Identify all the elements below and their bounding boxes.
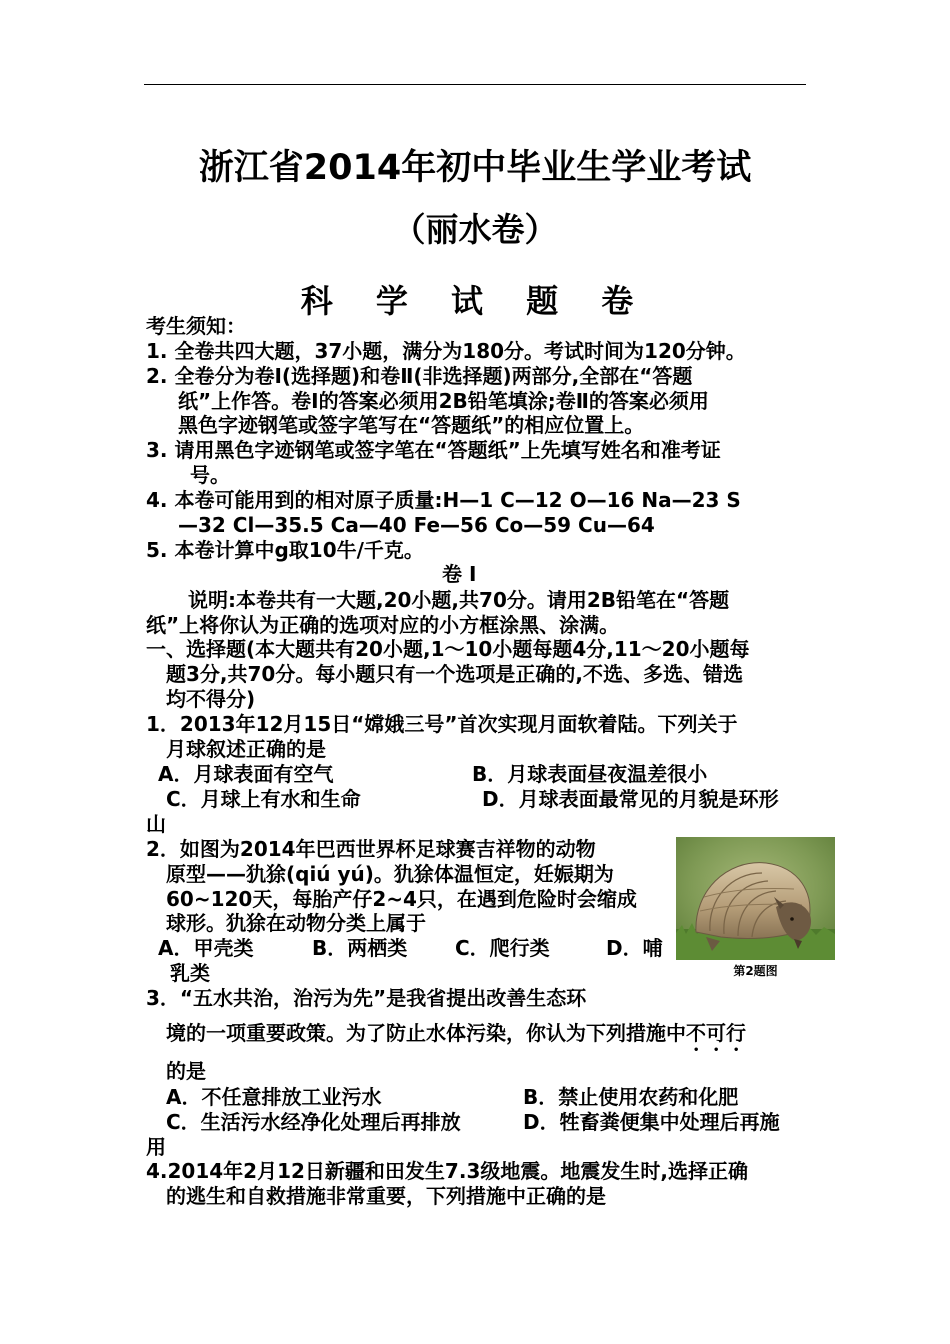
question-3-option-d: D．牲畜粪便集中处理后再施: [523, 1110, 780, 1134]
question-2-option-b: B．两栖类: [312, 936, 408, 960]
question-3-option-d-cont: 用: [146, 1135, 166, 1159]
question-3-stem: 的是: [166, 1059, 206, 1083]
volume-label: 卷 Ⅰ: [442, 562, 477, 586]
figure-caption: 第2题图: [733, 964, 778, 978]
notice-item: 2. 全卷分为卷Ⅰ(选择题)和卷Ⅱ(非选择题)两部分,全部在“答题: [146, 364, 693, 388]
notice-item: 5. 本卷计算中g取10牛/千克。: [146, 538, 424, 562]
notice-item: 3. 请用黑色字迹钢笔或签字笔在“答题纸”上先填写姓名和准考证: [146, 438, 721, 462]
question-2-option-c: C．爬行类: [455, 936, 550, 960]
question-1-option-d-cont: 山: [146, 812, 166, 836]
question-2-option-d-cont: 乳类: [170, 961, 210, 985]
question-2-stem: 原型——犰狳(qiú yú)。犰狳体温恒定，妊娠期为: [166, 862, 614, 886]
question-1-stem: 1．2013年12月15日“嫦娥三号”首次实现月面软着陆。下列关于: [146, 712, 738, 736]
question-3-option-c: C．生活污水经净化处理后再排放: [166, 1110, 461, 1134]
volume-description: 说明:本卷共有一大题,20小题,共70分。请用2B铅笔在“答题: [188, 588, 730, 612]
question-2-option-d: D．哺: [606, 936, 663, 960]
question-3-emphasis: 不可行: [686, 1021, 746, 1045]
paper-title: 科 学 试 题 卷: [300, 282, 650, 320]
volume-description: 纸”上将你认为正确的选项对应的小方框涂黑、涂满。: [146, 613, 620, 637]
question-1-stem: 月球叙述正确的是: [166, 737, 326, 761]
section-heading: 题3分,共70分。每小题只有一个选项是正确的,不选、多选、错选: [166, 662, 743, 686]
armadillo-photo: [676, 837, 835, 960]
question-3-stem-line: [166, 1020, 746, 1056]
question-4-stem: 4.2014年2月12日新疆和田发生7.3级地震。地震发生时,选择正确: [146, 1159, 748, 1183]
question-1-option-a: A．月球表面有空气: [158, 762, 334, 786]
notice-item: —32 Cl—35.5 Ca—40 Fe—56 Co—59 Cu—64: [178, 513, 655, 537]
question-1-option-d: D．月球表面最常见的月貌是环形: [482, 787, 779, 811]
exam-subtitle: （丽水卷）: [392, 210, 558, 249]
header-rule: [144, 84, 806, 85]
question-1-option-b: B．月球表面昼夜温差很小: [472, 762, 708, 786]
question-3-stem: 3．“五水共治，治污为先”是我省提出改善生态环: [146, 986, 587, 1010]
notice-item: 黑色字迹钢笔或签字笔写在“答题纸”的相应位置上。: [178, 413, 645, 437]
notice-heading: 考生须知：: [146, 314, 246, 338]
question-2-stem: 60~120天，每胎产仔2~4只，在遇到危险时会缩成: [166, 887, 637, 911]
question-2-stem: 球形。犰狳在动物分类上属于: [166, 911, 426, 935]
notice-item: 1. 全卷共四大题，37小题，满分为180分。考试时间为120分钟。: [146, 339, 746, 363]
exam-title: 浙江省2014年初中毕业生学业考试: [198, 148, 752, 188]
question-2-option-a: A．甲壳类: [158, 936, 254, 960]
notice-item: 号。: [190, 463, 230, 487]
question-2-stem: 2．如图为2014年巴西世界杯足球赛吉祥物的动物: [146, 837, 596, 861]
notice-item: 4. 本卷可能用到的相对原子质量:H—1 C—12 O—16 Na—23 S: [146, 488, 741, 512]
question-3-option-a: A．不任意排放工业污水: [166, 1085, 382, 1109]
notice-item: 纸”上作答。卷Ⅰ的答案必须用2B铅笔填涂;卷Ⅱ的答案必须用: [178, 389, 709, 413]
question-1-option-c: C．月球上有水和生命: [166, 787, 361, 811]
question-4-stem: 的逃生和自救措施非常重要，下列措施中正确的是: [166, 1184, 606, 1208]
question-3-option-b: B．禁止使用农药和化肥: [523, 1085, 739, 1109]
question-3-stem-text: 境的一项重要政策。为了防止水体污染，你认为下列措施中: [166, 1021, 686, 1045]
section-heading: 一、选择题(本大题共有20小题,1～10小题每题4分,11～20小题每: [146, 637, 750, 661]
section-heading: 均不得分): [166, 687, 256, 711]
